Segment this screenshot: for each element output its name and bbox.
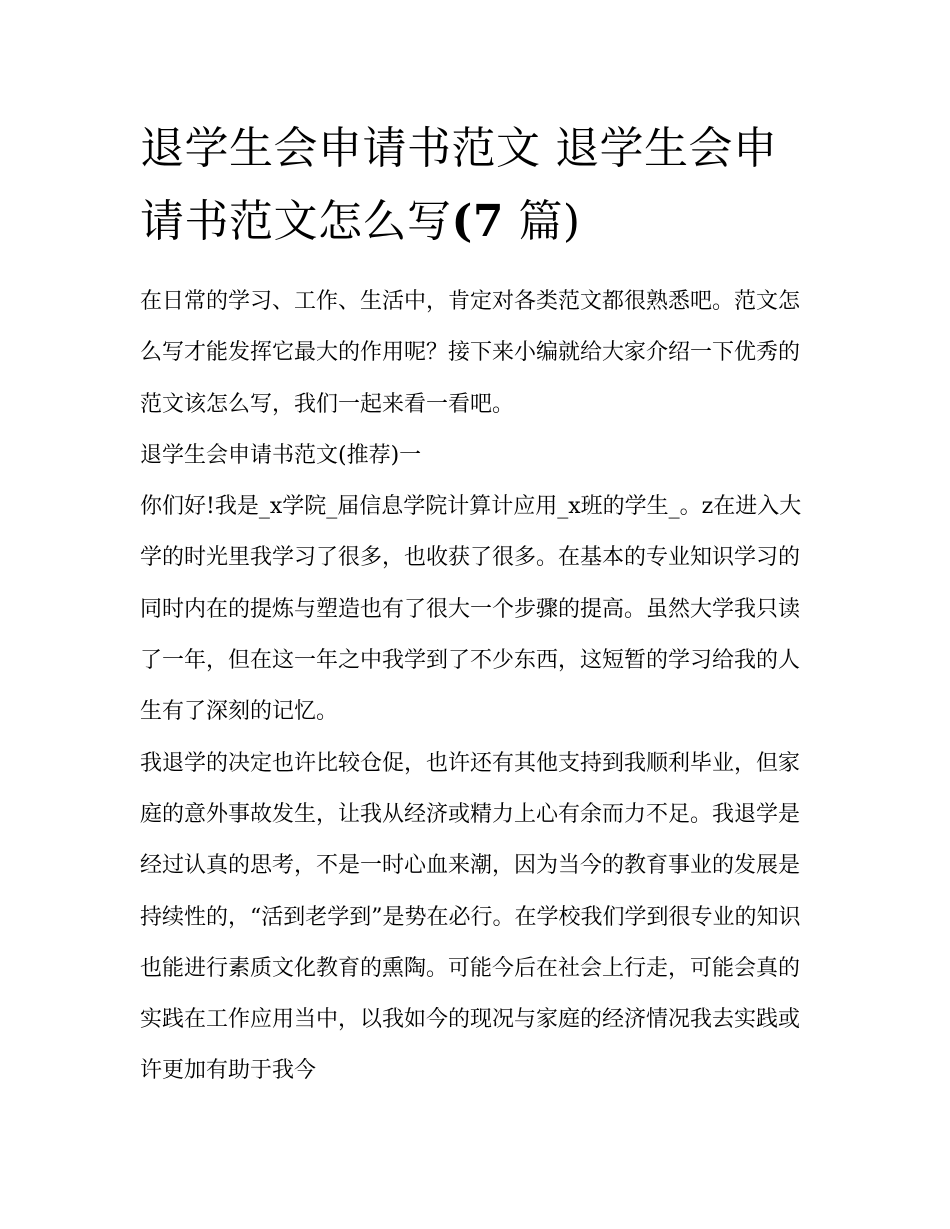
- title-main-text: 退学生会申请书范文 退学生会申请书范文怎么写: [140, 123, 778, 247]
- section-heading: 退学生会申请书范文(推荐)一: [140, 442, 422, 468]
- body-paragraph: 我退学的决定也许比较仓促，也许还有其他支持到我顺利毕业，但家庭的意外事故发生，让我从经济或精力上心有余而力不足。我退学是经过认真的思考，不是一时心血来潮，因为当今的教育事业的发展是持续性的，“活到老学到”是势在必行。在学校我们学到很专业的知识也能进行素质文化教育的熏陶。可能今后在社会上行走，可能会真的实践在工作应用当中，以我如今的现况与家庭的经济情况我去实践或许更加有助于我今: [140, 750, 801, 1084]
- intro-paragraph: 在日常的学习、工作、生活中，肯定对各类范文都很熟悉吧。范文怎么写才能发挥它最大的作用呢？接下来小编就给大家介绍一下优秀的范文该怎么写，我们一起来看一看吧。: [140, 289, 801, 417]
- title-count-suffix: 篇): [518, 196, 581, 247]
- body-paragraph: 你们好!我是_x学院_届信息学院计算计应用_x班的学生_。z在进入大学的时光里我学习了很多，也收获了很多。在基本的专业知识学习的同时内在的提炼与塑造也有了很大一个步骤的提高。虽然大学我只读了一年，但在这一年之中我学到了不少东西，这短暂的学习给我的人生有了深刻的记忆。: [140, 494, 802, 725]
- document-body: [140, 276, 815, 1097]
- title-count-text: (7: [451, 196, 504, 247]
- document-title: [140, 112, 820, 258]
